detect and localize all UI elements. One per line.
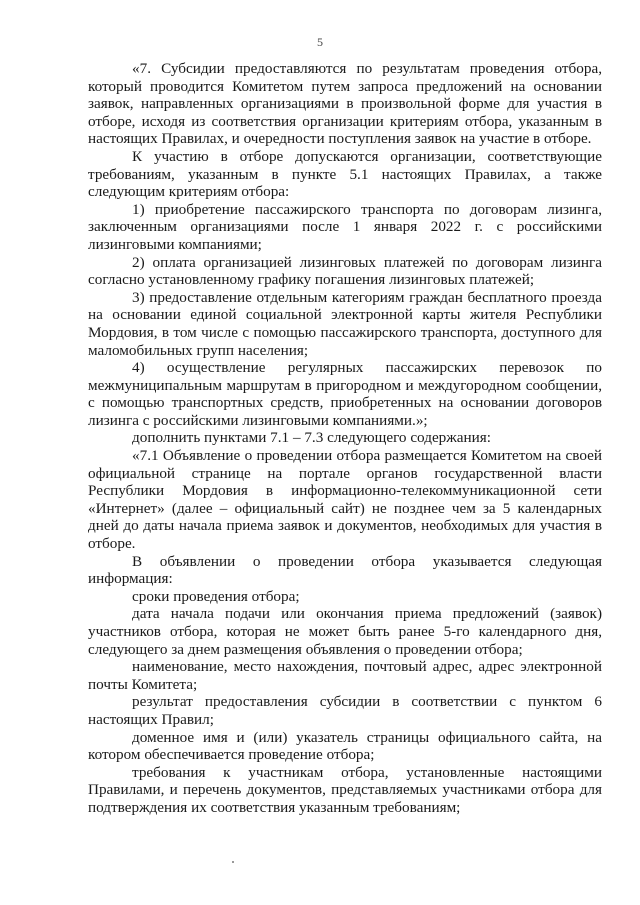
paragraph-selection-dates: сроки проведения отбора; [132, 587, 300, 605]
paragraph-amendment-intro: дополнить пунктами 7.1 – 7.3 следующего содержания: [132, 429, 491, 447]
paragraph-admission-criteria: К участию в отборе допускаются организации, соответствующие требованиям, указанным в пункте 5.1 настоящих Правилах, а также следующим критериям отбора: [88, 147, 602, 201]
paragraph-criterion-4: 4) осуществление регулярных пассажирских перевозок по межмуниципальным маршрутам в пригородном и междугородном сообщении, с помощью транспортных средств, приобретенных на основании договоров лизинга с российскими лизинговыми компаниями.»; [88, 359, 602, 429]
paragraph-announcement-info: В объявлении о проведении отбора указывается следующая информация: [88, 552, 602, 588]
paragraph-clause-7: «7. Субсидии предоставляются по результатам проведения отбора, который проводится Комитетом путем запроса предложений на основании заявок, направленных организациями в произвольной форме для участия в отборе, исходя из соответствия организации критериям отбора, указанным в настоящих Правилах, и очередности поступления заявок на участие в отборе. [88, 60, 602, 148]
paragraph-submission-dates: дата начала подачи или окончания приема предложений (заявок) участников отбора, которая не может быть ранее 5-го календарного дня, следующего за днем размещения объявления о проведении отбора; [88, 605, 602, 658]
paragraph-clause-7-1: «7.1 Объявление о проведении отбора размещается Комитетом на своей официальной странице на портале органов государственной власти Республики Мордовия в информационно-телекоммуникационной сети «Интернет» (далее – официальный сайт) не позднее чем за 5 календарных дней до даты начала приема заявок и документов, необходимых для участия в отборе. [88, 447, 602, 553]
paragraph-criterion-3: 3) предоставление отдельным категориям граждан бесплатного проезда на основании единой социальной электронной карты жителя Республики Мордовия, в том числе с помощью пассажирского транспорта, доступного для маломобильных групп населения; [88, 288, 602, 359]
paragraph-criterion-2: 2) оплата организацией лизинговых платежей по договорам лизинга согласно установленному графику погашения лизинговых платежей; [88, 253, 602, 289]
paragraph-criterion-1: 1) приобретение пассажирского транспорта по договорам лизинга, заключенным организациями после 1 января 2022 г. с российскими лизинговыми компаниями; [88, 200, 602, 253]
document-body [88, 60, 602, 817]
paragraph-participant-requirements: требования к участникам отбора, установленные настоящими Правилами, и перечень документов, представляемых участниками отбора для подтверждения их соответствия указанным требованиям; [88, 763, 602, 816]
page-number: 5 [317, 35, 323, 49]
paragraph-subsidy-result: результат предоставления субсидии в соответствии с пунктом 6 настоящих Правил; [88, 693, 602, 728]
paragraph-committee-contacts: наименование, место нахождения, почтовый адрес, адрес электронной почты Комитета; [88, 658, 602, 693]
paragraph-domain-name: доменное имя и (или) указатель страницы официального сайта, на котором обеспечивается проведение отбора; [88, 728, 602, 764]
scan-artifact-dot [232, 861, 234, 863]
